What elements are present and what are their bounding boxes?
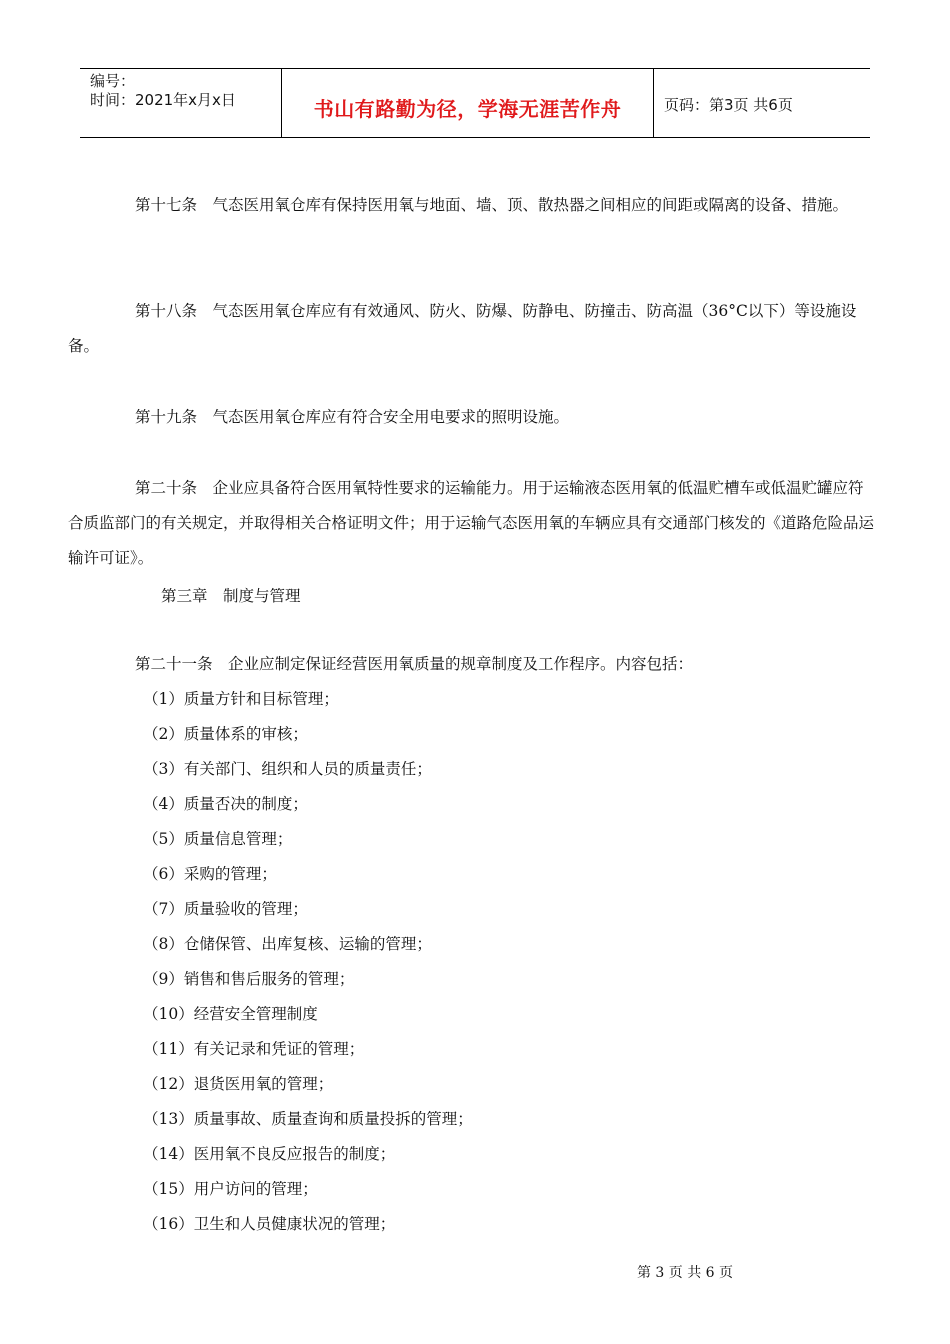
header-meta [80, 69, 282, 137]
list-item: （9）销售和售后服务的管理； [143, 970, 355, 988]
header-motto: 书山有路勤为径，学海无涯苦作舟 [313, 96, 622, 121]
list-item: （5）质量信息管理； [143, 830, 293, 848]
list-item: （10）经营安全管理制度 [143, 1005, 318, 1023]
article-21-list [143, 682, 473, 1242]
page-footer: 第 3 页 共 6 页 [636, 1265, 734, 1281]
list-item: （16）卫生和人员健康状况的管理； [143, 1215, 396, 1233]
list-item: （13）质量事故、质量查询和质量投拆的管理； [143, 1110, 473, 1128]
article-20: 第二十条 企业应具备符合医用氧特性要求的运输能力。用于运输液态医用氧的低温贮槽车或低温贮罐应符合质监部门的有关规定，并取得相关合格证明文件；用于运输气态医用氧的车辆应具有交通部门核发的《道路危险品运输许可证》。 [68, 479, 875, 567]
list-item: （2）质量体系的审核； [143, 725, 308, 743]
article-19: 第十九条 气态医用氧仓库应有符合安全用电要求的照明设施。 [135, 408, 570, 426]
page-header [80, 68, 870, 138]
list-item: （7）质量验收的管理； [143, 900, 308, 918]
list-item: （14）医用氧不良反应报告的制度； [143, 1145, 396, 1163]
list-item: （12）退货医用氧的管理； [143, 1075, 334, 1093]
document-number: 编号： [90, 72, 136, 90]
list-item: （3）有关部门、组织和人员的质量责任； [143, 760, 432, 778]
article-21: 第二十一条 企业应制定保证经营医用氧质量的规章制度及工作程序。内容包括： [135, 655, 694, 673]
list-item: （6）采购的管理； [143, 865, 277, 883]
chapter-title: 第三章 制度与管理 [161, 587, 301, 605]
article-17: 第十七条 气态医用氧仓库有保持医用氧与地面、墙、顶、散热器之间相应的间距或隔离的设备、措施。 [135, 196, 849, 214]
list-item: （11）有关记录和凭证的管理； [143, 1040, 365, 1058]
header-motto-cell [282, 69, 654, 137]
article-18: 第十八条 气态医用氧仓库应有有效通风、防火、防爆、防静电、防撞击、防高温（36°C以下）等设施设备。 [68, 302, 857, 355]
list-item: （4）质量否决的制度； [143, 795, 308, 813]
list-item: （15）用户访问的管理； [143, 1180, 318, 1198]
document-time: 时间：2021年x月x日 [90, 91, 236, 109]
header-page-number: 页码：第3页 共6页 [664, 95, 793, 114]
list-item: （8）仓储保管、出库复核、运输的管理； [143, 935, 432, 953]
list-item: （1）质量方针和目标管理； [143, 690, 339, 708]
